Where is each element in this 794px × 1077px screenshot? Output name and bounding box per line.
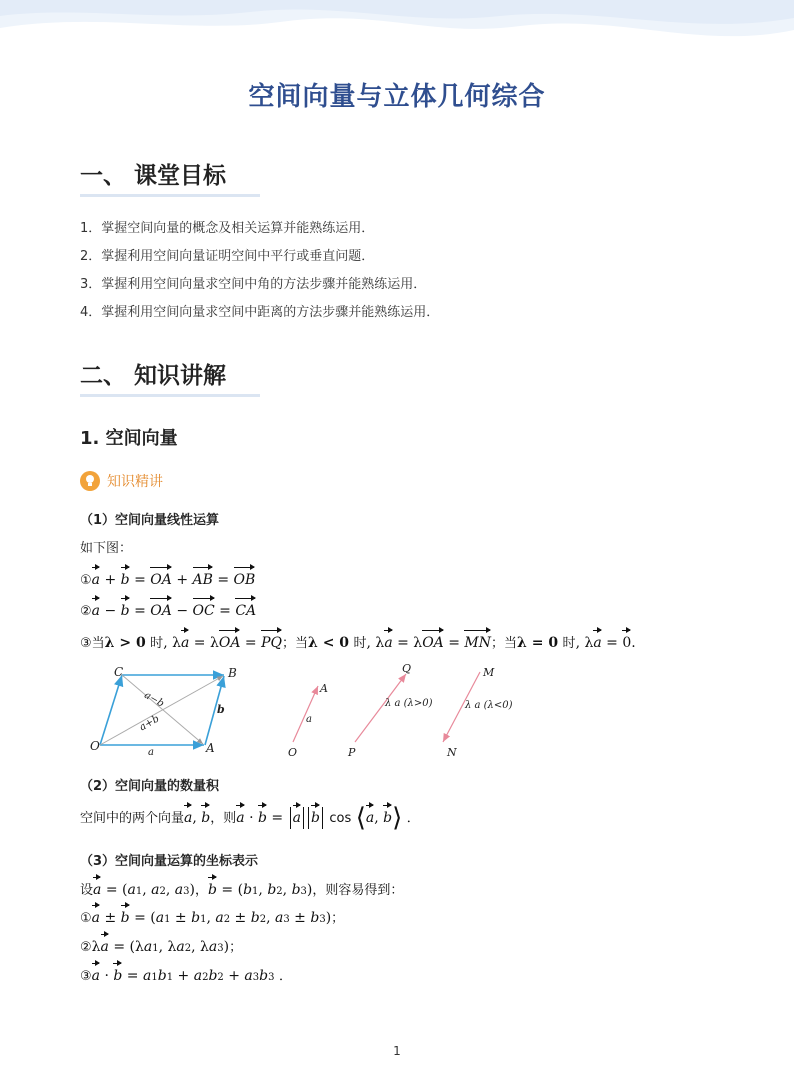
knowledge-tip [80, 470, 163, 492]
vector-lambda-positive-figure [347, 662, 433, 759]
goal-item: 4．掌握利用空间向量求空间中距离的方法步骤并能熟练运用． [80, 305, 440, 320]
part-heading-linear-ops: （1）空间向量线性运算 [80, 513, 220, 528]
svg-text:λ a (λ<0): λ a (λ<0) [465, 700, 513, 711]
goal-item: 1．掌握空间向量的概念及相关运算并能熟练运用． [80, 221, 375, 236]
svg-text:O: O [90, 739, 100, 753]
formula-vector-sum: ①a + b = OA + AB = OB [80, 566, 255, 591]
part-heading-coordinates: （3）空间向量运算的坐标表示 [80, 854, 259, 869]
formula-coordinate-sum: ①a ± b = (a1 ± b1, a2 ± b2, a3 ± b3)； [80, 904, 344, 930]
page-number: 1 [393, 1044, 401, 1058]
part-heading-dot-product: （2）空间向量的数量积 [80, 779, 220, 794]
svg-text:O: O [288, 746, 298, 759]
header-wave-decoration [0, 0, 794, 60]
formula-coordinate-dot: ③a · b = a1b1 + a2b2 + a3b3 ． [80, 962, 292, 988]
lightbulb-icon [80, 471, 100, 491]
paragraph-intro: 如下图： [80, 541, 133, 556]
svg-text:B: B [228, 666, 237, 680]
svg-text:a−b: a−b [142, 689, 166, 710]
vector-lambda-negative-figure [443, 666, 513, 759]
svg-text:Q: Q [402, 662, 412, 675]
svg-text:N: N [447, 746, 457, 759]
section-heading-goals: 一、 课堂目标 [80, 163, 227, 189]
svg-text:P: P [348, 746, 356, 759]
svg-text:a: a [148, 747, 154, 758]
svg-text:a: a [306, 714, 312, 725]
formula-coordinate-definition: 设a = (a1, a2, a3)，b = (b1, b2, b3)，则容易得到： [80, 876, 403, 902]
page-title: 空间向量与立体几何综合 [248, 82, 546, 112]
svg-text:A: A [206, 741, 215, 755]
svg-text:C: C [114, 665, 124, 679]
svg-text:λ a (λ>0): λ a (λ>0) [385, 698, 433, 709]
goal-item: 3．掌握利用空间向量求空间中角的方法步骤并能熟练运用． [80, 277, 427, 292]
formula-vector-difference: ②a − b = OA − OC = CA [80, 597, 256, 622]
svg-text:M: M [483, 666, 495, 679]
vector-a-figure [288, 682, 328, 759]
svg-text:A: A [320, 682, 328, 695]
vector-diagram [80, 660, 560, 765]
svg-text:a+b: a+b [137, 713, 162, 734]
svg-text:b: b [217, 703, 225, 716]
formula-dot-product: 空间中的两个向量a, b，则a · b = a b cos ⟨a, b⟩ ． [80, 803, 420, 833]
section-underline [80, 194, 260, 197]
section-underline [80, 394, 260, 397]
subsection-title-space-vector: 1. 空间向量 [80, 428, 178, 449]
goal-item: 2．掌握利用空间向量证明空间中平行或垂直问题． [80, 249, 375, 264]
section-heading-knowledge: 二、 知识讲解 [80, 363, 227, 389]
tip-label: 知识精讲 [107, 474, 163, 490]
parallelogram-figure [90, 665, 237, 758]
formula-scalar-multiplication: ③当λ > 0 时, λa = λOA = PQ；当λ < 0 时, λa = λOA = MN；当λ = 0 时, λa = 0. [80, 629, 636, 654]
formula-coordinate-scalar: ②λa = (λa1, λa2, λa3)； [80, 933, 242, 959]
